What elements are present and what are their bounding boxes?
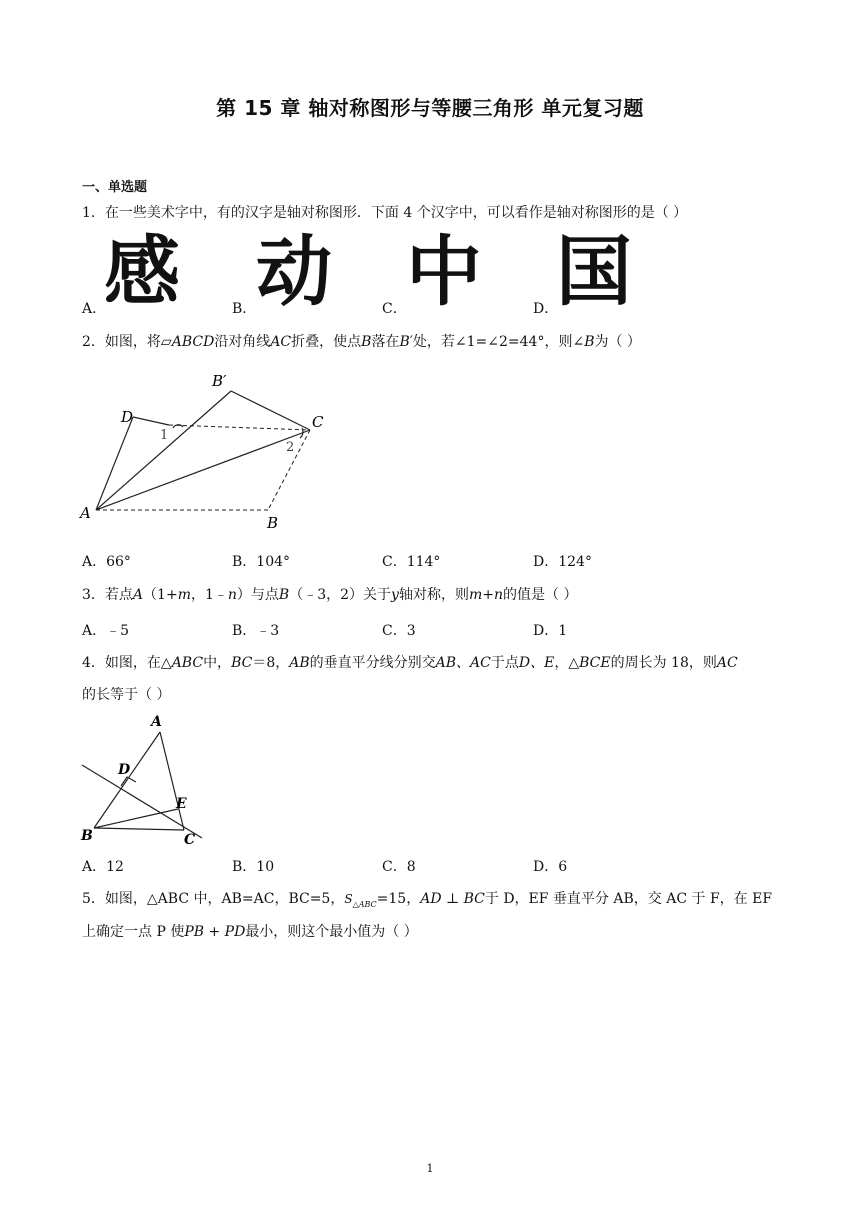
- q4-edge-bc: [94, 828, 184, 830]
- q1-option-b-label: B．: [232, 301, 257, 317]
- q2-label-b: B: [267, 514, 279, 532]
- question-2-text: 2．如图，将▱ABCD沿对角线AC折叠，使点B落在B′处，若∠1=∠2=44°，则∠B为（ ）: [82, 334, 641, 350]
- q2-edge-d-fold: [133, 417, 169, 425]
- q1-option-b-char: 动: [256, 227, 332, 316]
- q4-option-d: D．6: [533, 859, 568, 875]
- q2-diagonal-ac: [96, 430, 310, 510]
- q4-option-c: C．8: [382, 859, 416, 875]
- q2-label-a: A: [80, 504, 91, 522]
- q4-label-e: E: [176, 796, 187, 812]
- q2-figure: [76, 368, 346, 538]
- q2-option-a: A．66°: [82, 554, 131, 570]
- q2-edge-ad: [96, 417, 133, 510]
- q1-option-c-char: 中: [406, 227, 482, 316]
- q1-option-a-label: A．: [82, 301, 107, 317]
- q4-option-b: B．10: [232, 859, 275, 875]
- q4-figure: [78, 710, 208, 850]
- question-3-text: 3．若点A（1+m，1﹣n）与点B（﹣3，2）关于y轴对称，则m+n的值是（ ）: [82, 587, 578, 603]
- q2-label-c: C: [312, 413, 324, 431]
- question-4-text-line1: 4．如图，在△ABC中，BC＝8，AB的垂直平分线分别交AB、AC于点D、E，△BCE的周长为 18，则AC: [82, 655, 738, 671]
- q4-label-b: B: [81, 828, 93, 844]
- q1-option-c-label: C．: [382, 301, 407, 317]
- q3-option-d: D．1: [533, 623, 568, 639]
- q3-option-b: B．﹣3: [232, 623, 280, 639]
- q1-option-d-char: 国: [556, 227, 632, 316]
- page-title: 第 15 章 轴对称图形与等腰三角形 单元复习题: [216, 96, 644, 120]
- q2-option-c: C．114°: [382, 554, 441, 570]
- q2-edge-ab-prime: [96, 391, 231, 510]
- q2-label-b-prime: B′: [212, 372, 227, 390]
- q1-option-a-char: 感: [104, 227, 180, 316]
- q4-label-a: A: [151, 714, 162, 730]
- q4-segment-be: [94, 809, 178, 828]
- question-1-text: 1．在一些美术字中，有的汉字是轴对称图形．下面 4 个汉字中，可以看作是轴对称图形的是（ ）: [82, 205, 688, 221]
- q3-option-c: C．3: [382, 623, 416, 639]
- q2-edge-b-prime-c: [231, 391, 310, 430]
- q2-option-b: B．104°: [232, 554, 291, 570]
- question-5-text-line1: 5．如图，△ABC 中，AB=AC，BC=5，$S_{\triangle ABC}=15$，AD ⊥ BC于 D，EF 垂直平分 AB，交 AC 于 F，在 EF: [82, 891, 773, 909]
- q4-label-d: D: [118, 762, 131, 778]
- q1-option-d-label: D．: [533, 301, 559, 317]
- section-heading: 一、单选题: [82, 180, 148, 195]
- q2-label-angle-1: 1: [160, 428, 169, 443]
- page-number: 1: [426, 1162, 434, 1175]
- q4-option-a: A．12: [82, 859, 124, 875]
- question-4-text-line2: 的长等于（ ）: [82, 687, 171, 703]
- q3-option-a: A．﹣5: [82, 623, 130, 639]
- q2-label-angle-2: 2: [286, 440, 295, 455]
- q4-label-c: C: [184, 832, 196, 848]
- question-5-text-line2: 上确定一点 P 使PB + PD最小，则这个最小值为（ ）: [82, 924, 418, 940]
- q2-label-d: D: [121, 408, 134, 426]
- q4-edge-ab: [94, 732, 160, 828]
- q2-option-d: D．124°: [533, 554, 592, 570]
